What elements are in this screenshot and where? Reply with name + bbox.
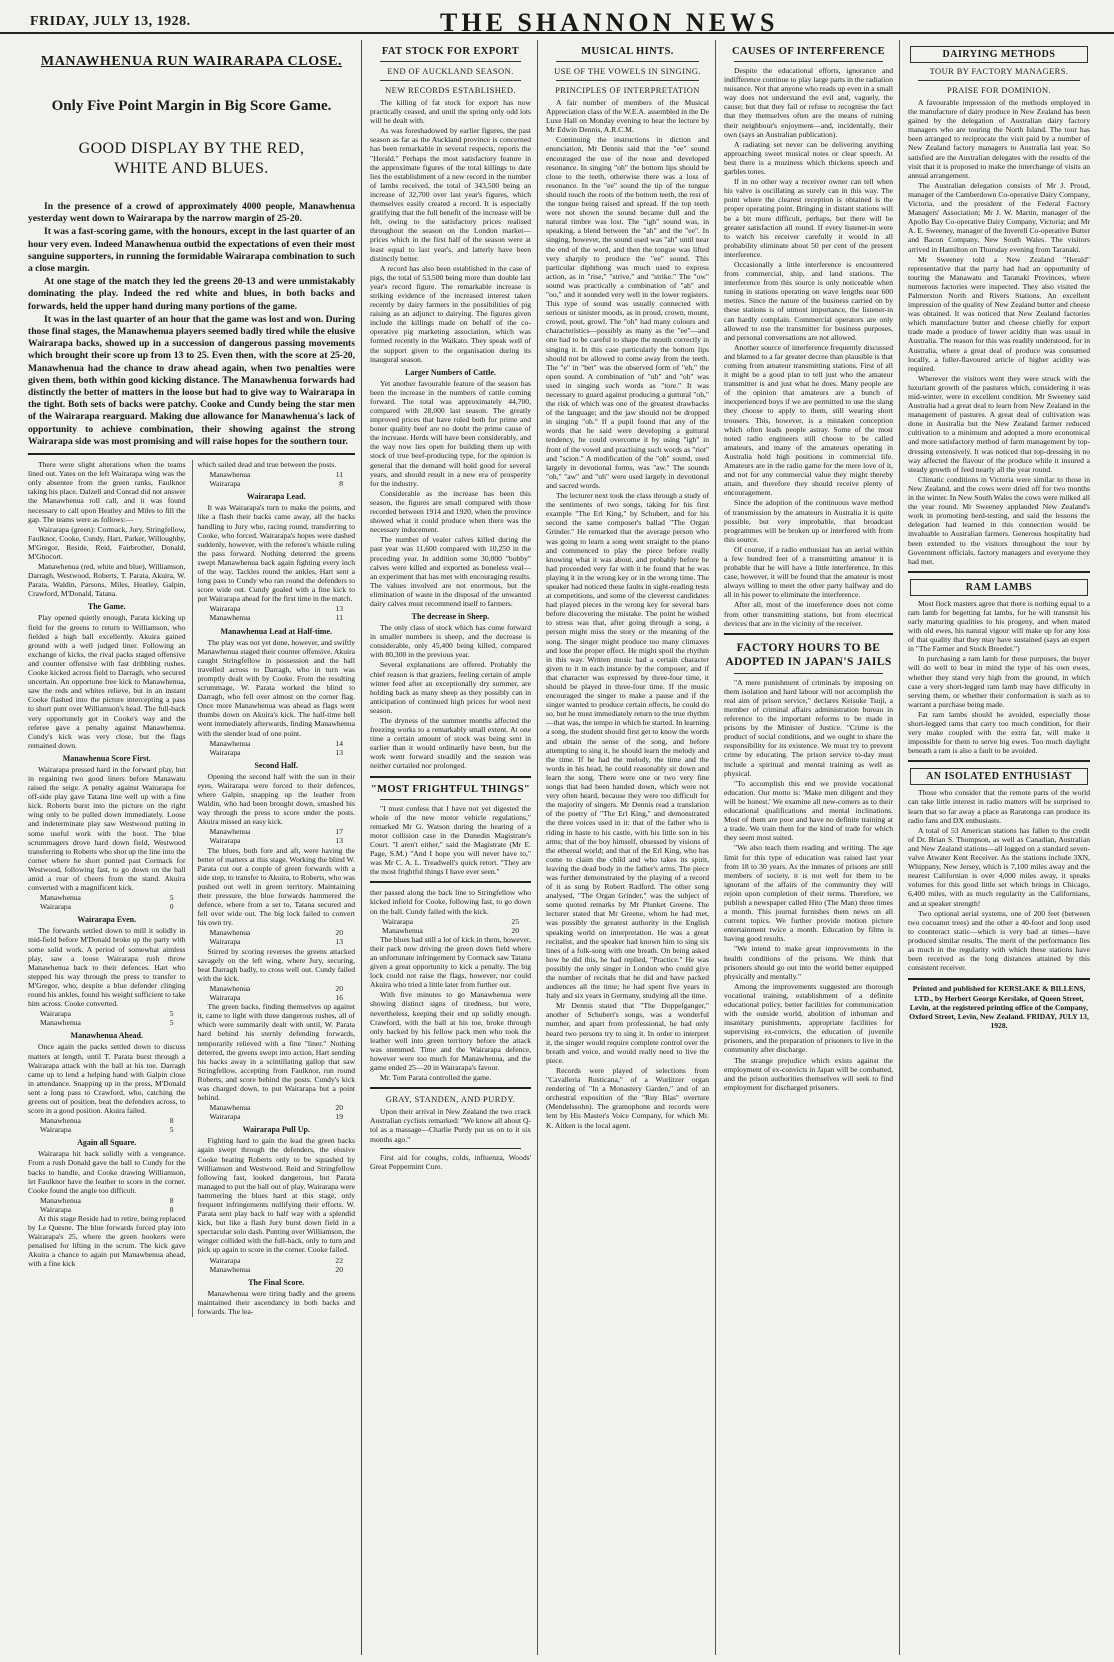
- para: It was Wairarapa's turn to make the points, and like a flash their backs came away, all the backs handling to Jury who, racing round, transferring to Cooke, who forced. Wairarapa's hopes were dashed suddenly, however, with the referee's whistle ruling the pass forward. Nothing deterred the greens swept Manawhenua back again fighting every inch of the way. Tackles round the ankles, Hart sent a long pass to Cundy who ran round the defenders to score wide out. Cundy goaled with a fine kick to put Wairarapa ahead for the first time in the match.: [197, 503, 355, 604]
- para: Another source of interference frequently discussed and blamed to a far greater decree than plausible is that coming from amateur transmitting stations. First of all it might be a good plan to tell just who the amateur transmitter is and just what he does. Many people are of the opinion that amateurs are a bunch of inexperienced boys if we are permitted to use the slang they choose to apply to them, still wearing short trousers. This, however, is a mistaken conception which often leads people astray. Some of the most noted radio engineers still choose to be called amateurs, and many of the amateurs operating in Australia hold high positions in commercial life. Amateurs are in the radio game for the mere love of it, and not for any commercial value they might thereby attain, and therefore they should receive plenty of encouragement.: [724, 342, 893, 498]
- advert-heading: GRAY, STANDEN, AND PURDY.: [385, 1094, 516, 1105]
- subhead: USE OF THE VOWELS IN SINGING.: [554, 66, 701, 76]
- interference-column: [718, 40, 900, 1655]
- section-heading: The Game.: [87, 602, 126, 612]
- para: The strange prejudice which exists against the employment of ex-convicts in Japan will be combatted, and the prison authorities themselves will seek to find employment for discharged prisoners.: [724, 1055, 893, 1092]
- para: Despite the educational efforts, ignorance and indifference continue to play large parts in the radiation nuisance. Not that anyone who reads up even in a small way does not understand the evil and, vaguely, the cause; but that they fail or refuse to recognise the fact that they themselves often are the means of ruining their neighbour's enjoyment—and, incidentally, their own (says an Australian publication).: [724, 66, 893, 139]
- score-line: Wairarapa 5: [40, 1009, 174, 1019]
- para: Play opened quietly enough, Parata kicking up field for the greens to return to Williamson, who fielded a high ball excellently. Akuira gained ground with a well judged liner. Following an exchange of kicks, the rival packs staged offensive and counter offensive with fast dribbling rushes. Cooke kicked across field to Darragh, who secured uncertain. An opportune free kick to Manawhenua, saw the reds and whites relieve, but in an instant Cooke flashed into the picture intercepting a pass to short punt over Williamson's head. The full-back very opportunely got in Cooke's way and the referee gave a penalty against Manawhenua. Cundy's kick was very close, but the flags remained down.: [28, 613, 186, 750]
- score-line: Manawhenua 8: [40, 1116, 174, 1126]
- para: The killing of fat stock for export has now practically ceased, and until the spring only odd lots will be dealt with.: [370, 98, 531, 126]
- para: The play was not yet done, however, and swiftly Manawhenua staged their counter offensive. Akuira caught Stringfellow in possession and the ball travelled across to Darragh, who in turn was promptly dealt with by Cooke. From the resulting scrummage, W. Parata worked the blind to Darragh, who fell over almost on the corner flag. Once more Manawhenua was ahead as flags went thumbs down on Akuira's kick. The half-time bell went immediately afterwards, finding Manawhenua with the slender lead of one point.: [197, 637, 355, 738]
- para: Two optional aerial systems, one of 200 feet (between two cocoanut trees) and the other a 40-foot and loop used to counteract static—which is very bad at times—have produced similar results. The merit of the performance lies as much in the regularity with which these stations have been received as the long distances attained by this consistent receiver.: [908, 908, 1090, 973]
- score-line: Wairarapa 22: [209, 1255, 343, 1265]
- subhead: TOUR BY FACTORY MANAGERS.: [929, 66, 1069, 76]
- lead-intro: [28, 201, 355, 448]
- divider: [380, 1148, 521, 1149]
- score-line: Manawhenua 20: [209, 1264, 343, 1274]
- para: Wherever the visitors went they were struck with the luxuriant growth of the pastures which, considering it was mid-winter, were in excellent condition. Mr Sweeney said Australia had a great deal to learn from New Zealand in the management of pastures. A great deal of cultivation was done in Australia but the New Zealand farmer reduced cultivation to a minimum and adopted a more economical and more satisfactory method of farm management by top-dressing extensively. It was noticed that top-dressing in no way affected the flavour of the produce while it insured a steady growth of feed nearly all the year round.: [908, 373, 1090, 474]
- para: Mr Dennis stated that "The Doppelganger," another of Schubert's songs, was a wonderful number, and apart from professional, he had only heard two persons try to sing it. In order to interpret it, the singer would require complete control over the breath and voice, and would really need to live the piece.: [546, 1001, 709, 1065]
- score-line: Manawhenua 20: [209, 928, 343, 938]
- subhead: NEW RECORDS ESTABLISHED.: [385, 85, 516, 95]
- divider: [370, 1087, 531, 1089]
- para: Wairarapa pressed hard in the forward play, but in regaining two good liners before Manawatu raised the seige. A penalty against Wairarapa for off-side play gave Tatana line well up with a fine kick. Roberts burst into the picture on the right wing only to be pulled down immediately. Loose and indeterminate play saw Westwood putting in some useful work with the boot. The blue scrummagers drove hard down field, Westwood transferring to Roberts who shot up the line into the corner where he short punted past Cormack for Westwood, following fast, to go down on the ball amid a roar of cheers from the stand. Akuira converted with a magnificent kick.: [28, 764, 186, 893]
- divider: [734, 673, 883, 674]
- para: Considerable as the increase has been this season, the figures are small compared with those recorded between 1914 and 1920, when the province showed what it could produce when there was the necessary inducement.: [370, 488, 531, 535]
- divider: [918, 80, 1080, 81]
- para: Occasionally a little interference is encountered from commercial, ship, and land stations. The interference from this source is only noticeable when tuning in stations operating on wave lengths near 600 metres. Since the nature of the business carried on by these stations is of utmost importance, the listener-in can hardly complain. Commercial operators are only allowed to use the transmitter for business purposes, and personal conversations are not allowed.: [724, 259, 893, 342]
- para: Fighting hard to gain the lead the green backs again swept through the defenders, the elusive Cooke beating Roberts only to be squashed by Williamson and Westwood. Reid and Stringfellow following fast, looked dangerous, but Parata managed to put the ball out of play. Wairarapa were hammering the blues hard at this stage, only frequent infringements nullifying their efforts. W. Parata sent play back to half way with a splendid kick, but like a flash Jury burst down field in a spectacular solo dash. Punting over Williamson, the winger collided with the full-back, only to turn and pick up again to score in the corner. Cooke failed.: [197, 1136, 355, 1255]
- score-line: Wairarapa 16: [209, 993, 343, 1003]
- para: Several explanations are offered. Probably the chief reason is that graziers, feeling certain of ample winter feed after an exceptionally dry summer, are holding back as many sheep as they possibly can in anticipation of continued high prices for wool next season.: [370, 660, 531, 715]
- divider: [556, 61, 699, 62]
- divider: [28, 453, 355, 455]
- divider: [908, 571, 1090, 573]
- advert-text: Upon their arrival in New Zealand the two crack Australian cyclists remarked: "We know all about Q-tol as a massage—Charlie Purdy put us on to it six months ago.": [370, 1107, 531, 1144]
- para: A favourable impression of the methods employed in the manufacture of dairy produce in New Zealand has been gained by the delegation of Australian dairy factory managers who are touring the North Island. The tour has been arranged to reciprocate the visit paid by a number of New Zealand factory managers to Australia last year. So satisfied are the Australian delegates with the results of the visit that it is proposed to make the interchange of visits an annual arrangement.: [908, 98, 1090, 180]
- para: The forwards settled down to mill it solidly in mid-field before M'Donald broke up the party with some solid work. A period of somewhat aimless play, saw a loose Wairarapa rush throw Manawhenua back to their defences. Hart who stepped his way through the press to transfer to M'Gregor, who, despite a blue defender clinging round his ankles, found his weight sufficient to take him across. Cooke converted.: [28, 926, 186, 1009]
- score-line: Wairarapa 19: [209, 1112, 343, 1122]
- score-line: Wairarapa 25: [382, 916, 519, 926]
- divider: [380, 799, 521, 800]
- para: Stirred by scoring reverses the greens attacked savagely on the left wing, where Jury, securing, beat Darragh badly, to cross well out. Cundy failed with the kick.: [197, 946, 355, 983]
- intro-para: It was a fast-scoring game, with the honours, except in the last quarter of an hour very even. Indeed Manawhenua outbid the expectations of even their most sanguine supporters, in running the formidable Wairarapa combination to such a close margin.: [28, 226, 355, 275]
- para: "We also teach them reading and writing. The age limit for this type of education was raised last year from 18 to 30 years. As the inmates of prisons are still members of society, it is not well for them to be ignorant of the affairs of the community they will rejoin upon completion of their terms. Therefore, we publish a newspaper called Hito (The Man) three times a month. This journal furnishes them news on all current topics. We further provide motion picture entertainment twice a month. Education by films is having good results.: [724, 843, 893, 944]
- fat-stock-column: [364, 40, 538, 1655]
- para: Opening the second half with the sun in their eyes, Wairarapa were forced to their defences, where Galpin, snapping up the leather from Waldin, who had been brought down, smashed his way through the press to score under the posts. Akuira missed an easy kick.: [197, 771, 355, 827]
- divider: [380, 61, 521, 62]
- divider: [734, 61, 883, 62]
- score-line: Manawhenua 11: [209, 613, 343, 623]
- section-heading: Again all Square.: [77, 1138, 137, 1148]
- para: The number of vealer calves killed during the past year was 11,600 compared with 10,250 in the preceding year. In addition some 30,000 "bobby" calves were killed and exported as boneless veal—an experiment that has met with encouraging results. The values involved are not enormous, but the elimination of waste in the disposal of the unwanted dairy calves must recommend itself to farmers.: [370, 535, 531, 608]
- score-line: Manawhenua 14: [209, 738, 343, 748]
- divider: [908, 760, 1090, 762]
- section-heading: Second Half.: [254, 760, 299, 770]
- section-heading: Manawhenua Lead at Half-time.: [220, 626, 333, 636]
- headline-musical-hints: MUSICAL HINTS.: [581, 46, 674, 57]
- score-line: Manawhenua 5: [40, 1018, 174, 1028]
- para: A fair number of members of the Musical Appreciation class of the W.E.A. assembled in the De Luxe Hall on Monday evening to hear the lecture by Mr Edwin Dennis, A.R.C.M.: [546, 98, 710, 135]
- section-heading: Larger Numbers of Cattle.: [405, 367, 496, 377]
- para: Fat ram lambs should be avoided, especially those short-legged rams that carry too much condition, for their very make coupled with the extra fat, will make it impossible for them to serve big ewes. Too much daylight beneath a ram is also a fault to be avoided.: [908, 709, 1090, 756]
- deck-good-display: GOOD DISPLAY BY THE RED, WHITE AND BLUES.: [78, 140, 305, 177]
- section-heading: The Final Score.: [248, 1277, 305, 1287]
- headline-interference: CAUSES OF INTERFERENCE: [731, 46, 886, 57]
- match-report-right: [192, 460, 356, 1317]
- section-heading: The decrease in Sheep.: [411, 612, 490, 622]
- score-line: Manawhenua 5: [40, 893, 174, 903]
- para: Manawhenua were tiring badly and the greens maintained their ascendancy in both backs and forwards. The lea-: [197, 1288, 355, 1316]
- para: Climatic conditions in Victoria were similar to those in New Zealand, and the cows were dried off for two months in the winter. In New South Wales the cows were milked all the year round. Mr Sweeney applauded New Zealand's work in promoting herd-testing, and said the lessons the delegation had learned in this connection would be invaluable to Australian farmers. Generous hospitality had been extended to the visitors throughout the tour by Government officials, factory managers and everyone they had met.: [908, 474, 1090, 566]
- score-line: Wairarapa 0: [40, 902, 174, 912]
- para: With five minutes to go Manawhenua were showing distinct signs of tiredness, but were, nevertheless, keeping their end up solidly enough. Crawford, with the ball at his toe, broke through only backed by his fellow pack men who took the leather well into green territory before the attack was stemmed. Time and the Wairarapa defence, however were too much for Manawhenua, and the game ended 25—20 in Wairarapa's favour.: [370, 990, 531, 1073]
- score-line: Manawhenua 17: [209, 827, 343, 837]
- para: Mr. Tom Parata controlled the game.: [380, 1073, 492, 1083]
- masthead: [0, 0, 1114, 37]
- divider: [370, 881, 531, 883]
- section-heading: Wairarapa Pull Up.: [242, 1125, 310, 1135]
- divider: [380, 80, 521, 81]
- score-line: Manawhenua 20: [209, 1103, 343, 1113]
- section-heading: Wairarapa Even.: [77, 915, 137, 925]
- intro-para: In the presence of a crowd of approximately 4000 people, Manawhenua yesterday went down to Wairarapa by the narrow margin of 25-20.: [28, 201, 355, 225]
- para: Once again the packs settled down to discuss matters at length, until T. Parata burst through a Wairarapa attack with the ball at his toe. Darragh came up to lend a helping hand with Galpin close in attendance. Snapping up in the press, M'Donald sent a long pass to Crawford, who, catching the greens out of position, beat the defenders across, to score in a good position. Akuira failed.: [28, 1042, 186, 1116]
- para: "I must confess that I have not yet digested the whole of the new motor vehicle regulations," remarked Mr G. Watson during the hearing of a motor collision case in the Dunedin Magistrate's Court. "I aren't either," said the Magistrate (Mr E. Page, S.M.) "And I hope you will never have to," was Mr C. A. L. Treadwell's quick retort. "They are the most frightful things I have ever seen.": [370, 803, 531, 877]
- score-line: Wairarapa 13: [209, 836, 343, 846]
- para: The blues had still a lot of kick in them, however, their pack now driving the green down field where an unfortunate infringement by Cormack saw Tatana given a great opportunity to kick a penalty. The big lock could not raise the flags, however, nor could Akuira who tried a little later from further out.: [370, 934, 531, 990]
- para: The green backs, finding themselves up against it, came to light with three dangerous rushes, all of which were summarily dealt with until, W. Parata hard behind his sternly defending forwards, temporarily relieved with a fine "liner." Nothing deterred, the greens swept into action, Hart sending his backs away in a scintillating gallop that saw Stringfellow, accepting from Faulknor, run round Roberts, and score behind the posts. Cundy's kick was charged down, to put Wairarapa but a point behind.: [197, 1002, 355, 1103]
- newspaper-title: THE SHANNON NEWS: [440, 8, 779, 37]
- para: "To accomplish this end we provide vocational education. Our motto is: 'Make men diligent and they will be honest.' We examine all new-comers as to their educational qualifications and mental inclinations. Most of them are poor and have no definite training at a trade. We train them for the kind of trade for which they seem most suited.: [724, 778, 893, 843]
- para: Those who consider that the remote parts of the world can take little interest in radio matters will be surprised to learn that so far away a place as Raratonga can produce its radio fans and DX enthusiasts.: [908, 788, 1090, 825]
- headline-manawhenua: MANAWHENUA RUN WAIRARAPA CLOSE.: [40, 54, 343, 69]
- para: There were slight alterations when the teams lined out. Yates on the left Wairarapa wing was the only absentee from the green ranks, Faulknor taking his place. Dalzell and Conrad did not answer the Manawhenua roll call, and it was found necessary to call upon Heatley and Miles to fill the gap. The teams were as follows:—: [28, 460, 186, 524]
- para: The only class of stock which has come forward in smaller numbers is sheep, and the decrease is considerable, only 45,400 being killed, compared with 80,300 in the previous year.: [370, 623, 531, 660]
- para: If in no other way a receiver owner can tell when his valve is oscillating as surely can in this way. The point where the clearest reception is obtained is the proper operating point. Bringing in distant stations will be a bit more difficult, perhaps, but there will be greater satisfaction all round. If every listener-in were to watch his receiver carefully it would in all probability eliminate about 50 per cent of the present interference.: [724, 177, 893, 259]
- dairying-column: [902, 40, 1096, 1655]
- score-line: Wairarapa 8: [40, 1204, 174, 1214]
- subhead: END OF AUCKLAND SEASON.: [387, 66, 514, 76]
- para: Yet another favourable feature of the season has been the increase in the numbers of cattle coming forward. The total was approximately 44,700, compared with 28,000 last season. The greatly improved prices that have ruled both for prime and boner quality beef are no doubt the prime cause of the increase. Herds will have been considerably, and the way now lies open for building them up with stock of true beef-producing type, for the opinion is general that the demand will hold good for several years, and should result in a new era of prosperity for the industry.: [370, 378, 531, 488]
- score-line: Wairarapa 8: [209, 479, 343, 489]
- advert-text: First aid for coughs, colds, influenza, Woods' Great Peppermint Cure.: [370, 1152, 531, 1171]
- para: A radiating set never can be delivering anything approaching sweet musical notes or clear speech. At best there is a muziness which thickens speech and garbles tones.: [724, 139, 893, 177]
- intro-para: At one stage of the match they led the greens 20-13 and were unmistakably dominating the play. Indeed the red white and blues, in both backs and forwards, held the upper hand during many portions of the game.: [28, 276, 355, 312]
- para: Records were played of selections from "Cavalleria Rusticana," of a Wurlitzer organ rendering of "In a Monastery Garden," and of an orchestral exposition of the "Ruy Blas" overture (Mendelssohn). The gramophone and records were lent by His Master's Voice Company, for which Mr. K. Aitken is the local agent.: [546, 1065, 709, 1130]
- para: A record has also been established in the case of pigs, the total of 53,500 being more than double last year's record figure. The remarkable increase is striking evidence of the increased interest taken recently by dairy farmers in the possibilities of pig raising as an adjunct to dairying. The figures given include the killings made on behalf of the co-operative pig marketing association, which was formed recently in the Waikato. They speak well of the support given to the organisation during its inaugural season.: [370, 263, 531, 364]
- para: Continuing the instructions in diction and enunciation, Mr Dennis said that the "ee" sound encouraged the use of the nose and developed resonance. In singing "oh" the bottom lips should be close to the teeth, otherwise there was a loss of resonance. In the "ee" sound the tip of the tongue should touch the roots of the bottom teeth, the rest of the tongue being raised and spread. If the top teeth were not shown the sound became dull and the natural timbre was lost. The "igh" sound was, in speaking, a blend between the "ah" and the "ee". In singing, however, the sound used was "ah" until near the end of the word, and then the tongue was lifted very sharply to produce the "ee" sound. This particular diphthong was much used to express action, as in "rise," "strive," and "strike." The "ow" sound was practically a combination of "ah" and "oo," and it sounded very well in the lower registers. This type of sound was usually connected with serious or sinister moods, as in proud, crown, mount, crowd, pout, growl. The "oh" had many colours and characteristics—possibly as many as the "ee"—and one had to be careful to shape the mouth correctly in singing it. In this case particularly the bottom lips should not be allowed to come away from the teeth. The "e" in "bet" was the observed form of "eh," the open sound. A combination of "uh" and "oh" was used in singing such words as "tore." It was necessary to guard against producing a guttural "oh," the risk of which was one of the greatest drawbacks of the language; and the jaw should not be dropped in singing "oh." If a pupil found that any of the words that he said were developing a guttural tendency, he could overcome it by using "igh" in front of the vowel and practising such words as "riot" and "scion." A modification of the "oh" sound, used largely in devotional forms, was "aw." The sounds "oh," "aw" and "uh" were used largely in devotional and sacred words.: [546, 135, 709, 490]
- divider: [370, 776, 531, 778]
- para: Manawhenua (red, white and blue), Williamson, Darragh, Westwood, Roberts, T. Parata, Akuira, W. Parata, Waldin, Parsons, Miles, Heatley, Galpin, Crawford, M'Donald, Tatana.: [28, 562, 186, 599]
- score-line: Manawhenua 20: [382, 925, 519, 935]
- musical-hints-column: [540, 40, 716, 1655]
- score-line: Wairarapa 13: [209, 747, 343, 757]
- para: Among the improvements suggested are thorough vocational training, establishment of a definite educational policy, better facilities for communication with the outside world, abolition of inhuman and insanitary punishments, appropriate facilities for supervising ex-convicts, the education of juvenile prisoners, and the preparation of prisoners to live in the community after discharge.: [724, 981, 893, 1055]
- intro-para: It was in the last quarter of an hour that the game was lost and won. During those final stages, the Manawhenua players seemed badly tired while the elusive Wairarapa backs, showed up in a succession of dangerous passing movements which brought their score up from 13 to 25. Even then, with the score at 25-20, Manawhenua had the chance to draw ahead again, when two penalties were given them, both within good kicking distance. The Manawhenua forwards had distinctly the better of matters in the loose but had to give way to Wairarapa in the tight. Both sets of backs were patchy. Cooke and Cundy being the star men of the Wairarapa rearguard. Making due allowance for Manawhenua's lack of opportunity to achieve combination, their showing against the strong Wairarapa side was most promising and will raise hopes for the southern tour.: [28, 313, 355, 447]
- para: Wairarapa hit back solidly with a vengeance. From a rush Donald gave the ball to Cundy for the backs to handle, and Cooke drawing Williamson, let Faulknor have the leather to score in the corner. Cooke found the angle too difficult.: [28, 1149, 186, 1195]
- headline-ram-lambs: RAM LAMBS: [910, 579, 1088, 596]
- score-line: Manawhenua 20: [209, 983, 343, 993]
- para: ther passed along the back line to Stringfellow who kicked infield for Cooke, following fast, to go down on the ball. Cundy failed with the kick.: [370, 888, 531, 916]
- para: In purchasing a ram lamb for these purposes, the buyer will do well to bear in mind the type of his own ewes, whether they stand very high from the ground, in which case a very short-legged ram lamb may have difficulty in serving them, or whether their conformation is such as to warrant a purchase being made.: [908, 654, 1090, 709]
- match-report-left: [28, 460, 186, 1317]
- score-line: Wairarapa 13: [209, 937, 343, 947]
- headline-factory-hours: FACTORY HOURS TO BE ADOPTED IN JAPAN'S JAILS: [725, 641, 892, 668]
- para: Most flock masters agree that there is nothing equal to a ram lamb for begetting fat lambs, for he will transmit his early maturing qualities to his progeny, and when mated with old ewes, his natural vigour will make up for any loss of that quality that they may have sustained (says an expert in "The Farmer and Stock Breeder."): [908, 598, 1090, 654]
- para: The Australian delegation consists of Mr J. Proud, manager of the Camberdown Co-operative Dairy Company, Victoria, and the president of the Federal Factory Managers' Association; Mr J. W. Martin, manager of the Apollo Bay Co-operative Dairy Company, Victoria; and Mr A. E. Sweeney, manager of the Inverell Co-operative Butter and Bacon Company, New South Wales. The visitors arrived in Hamilton on Thursday evening from Taranaki.: [908, 180, 1090, 254]
- para: The blues, both fore and aft, were having the better of matters at this stage. Working the blind W. Parata cut out a couple of green forwards with a side step, to transfer to Akuira, to Roberts, who was pushed out well in green territory. Maintaining their pressure, the blue forwards hammered the defence, where from a set to, Tatana secured and fell over wide out. The big lock failed to convert his own try.: [197, 845, 355, 928]
- para: A total of 53 American stations has fallen to the credit of Dr. Brian S. Thompson, as well as Canadian, Australian and New Zealand stations—all logged on a standard seven-valve Atwater Kent Receiver. As the stations include 3XN, Whippany, New Jersey, which is 7,100 miles away and the nearest Californian is over 4,000 miles away, it speaks volumes for this good little set which brings in Chicago, 6,400 miles, with as much regularity as the Californians, and at speaker strength!: [908, 825, 1090, 908]
- para: Since the adoption of the continuous wave method of transmission by the amateurs in Australia it is quite possible, but very improbable, that broadcast programmes will be broken up or interfered with from this source.: [724, 498, 893, 544]
- section-heading: Manawhenua Ahead.: [70, 1031, 143, 1041]
- headline-dairying: DAIRYING METHODS: [910, 46, 1088, 63]
- para: "We intend to make great improvements in the health conditions of the prisons. We think that prisoners should go out into the world better equipped physically and mentally.": [724, 944, 893, 981]
- score-line: Manawhenua 8: [40, 1195, 174, 1205]
- score-line: Wairarapa 5: [40, 1125, 174, 1135]
- headline-fat-stock: FAT STOCK FOR EXPORT: [381, 46, 520, 57]
- section-heading: Wairarapa Lead.: [246, 492, 306, 502]
- subheadline-margin: Only Five Point Margin in Big Score Game.: [51, 98, 332, 114]
- para: As was foreshadowed by earlier figures, the past season as far as the Auckland province is concerned has been remarkable in several respects, reports the "Herald." Perhaps the most satisfactory feature in the approximate figures of the total killings to date lies the establishment of a new record in the number of lambs received, the total of 343,500 being an increase of 32,700 over last year's figures, which themselves easily created a record. It is especially gratifying that the full benefit of the increase will be felt, owing to the satisfactory prices realised throughout the season on the London market—prices which in the first half of the season were at least equal to last year's, and latterly have been distinctly better.: [370, 126, 531, 263]
- para: which sailed dead and true between the posts.: [197, 460, 337, 470]
- para: After all, most of the interference does not come from other transmitting stations, but from electrical devices that are in the vicinity of the receiver.: [724, 600, 893, 628]
- para: The lecturer next took the class through a study of the sentiments of two songs, taking for his first example "The Erl King," by Schubert, and for his second the same composer's ballad "The Organ Grinder." He remarked that the average person who was going to learn a song went straight to the piano and commenced to play the piece before really knowing what it was about, and probably before he had proceeded very far with it he found that he was playing it in the wrong key or in the wrong time. The speaker had noticed these faults in sight-reading tests at competitions, and some of the cleverest candidates had played pieces in the wrong key for several bars before discovering the mistake. The point he wished to stress was that, after going through a song, a person might miss the story or the meaning of the song. The singer might produce too many climaxes and lose the proper effect. He might spoil the rhythm in this way. Written music had a certain character given to it in each instance by the composer, and if that character was expressed by three-four time, it should be played in three-four time. If the music encouraged the singer to make a pause and if the singer wanted to produce certain effects, he could do so, but he must immediately return to the true rhythm—that was, the tempo in which he started. In learning a song, the student should first get to know the words and obtain the sense of the song, and before attempting to sing it, he should learn the melody and the time. If he had the melody, the time and the words in his head, he could reasonably sit down and learn the song. There were one or two very fine songs that had been handed down, which were not very often heard, because they were too difficult for the majority of singers. Mr Dennis read a translation of the poetry of "The Erl King," and demonstrated the three voices used in it: that of the father who is riding in haste to his castle, with his little son in his arms; that of the boy himself, obsessed by visions of the ethereal world; and that of the Erl King, who has come to claim the child and who takes its spirit, leaving the dead body in the father's arms. The piece was further demonstrated by the playing of a record of it as sung by Robert Radford. The other song analysed, "The Organ Grinder," was the subject of some quoted remarks by Mr Plunket Greene. The lecturer stated that Mr Greene, whom he had met, was possibly the greatest authority in the English speaking world on interpretation. He was a great recitalist, and the speaker had known him to sing six lines of a folk-song with one breath. On being asked how he did this, he had replied, "Practice." He was possibly the only singer in London who could give the number of recitals that he did and have packed audiences all the time; he had spent five years in Italy and six years in Germany, studying all the time.: [546, 491, 710, 1001]
- lead-article: [22, 40, 362, 1655]
- divider: [556, 80, 699, 81]
- section-heading: Manawhenua Score First.: [62, 753, 151, 763]
- score-line: Manawhenua 11: [209, 470, 343, 480]
- headline-frightful-things: "MOST FRIGHTFUL THINGS": [370, 783, 531, 795]
- score-line: Wairarapa 13: [209, 604, 343, 614]
- para: At this stage Reside had to retire, being replaced by Le Quesne. The blue forwards forced play into Wairarapa's 25, where the green hookers were penalised for lifting in the scrum. The kick gave Akuira a chance to again put Manawhenua ahead, with a fine kick: [28, 1214, 186, 1269]
- para: Wairarapa (green): Cormack, Jury, Stringfellow, Faulknor, Cooke, Cundy, Hart, Parker, Willoughby, M'Gregor, Reside, Reid, Fairbrother, Donald, M'Ghocort.: [28, 524, 186, 561]
- para: Mr Sweeney told a New Zealand "Herald" representative that the party had had an opportunity of touring the Manawatu and Taranaki Provinces, where numerous factories were inspected. They also visited the Palmerston North and Rivers Stations. An excellent impression of the quality of New Zealand butter and cheese was obtained. It was noticed that New Zealand factories which manufacture butter and cheese chiefly for export trade made a produce of lower acidity than was usual in Australia. The reason for this was readily understood, for in Australia, where a great deal of produce was consumed locally, a fuller-flavoured article of higher acidity was required.: [908, 254, 1090, 373]
- para: The dryness of the summer months affected the freezing works to a remarkably small extent. At one time a certain amount of stock was being sent in earlier than it would ordinarily have been, but the work went forward steadily and the season was neither curtailed nor prolonged.: [370, 716, 531, 771]
- para: Of course, if a radio enthusiast has an aerial within a few hundred feet of a transmitting amateur it is probable that he will have a little interference. In this case, however, it will be found that the amateur is most always willing to meet the other party halfway and do all in his power to eliminate the interference.: [724, 544, 893, 600]
- para: "A mere punishment of criminals by imposing on them isolation and hard labour will not accomplish the real aim of prison service," declares Keisuke Tsuji, a member of criminal affairs administration bureau in reference to the important reforms to be made in prisons by the Minister of Justice. "Crime is the product of social conditions, and we ought to share the responsibility for its existence. We must try to prevent crime by educating. The prison service to-day must include a spiritual and mental training as well as physical.: [724, 677, 893, 778]
- match-report: [28, 460, 355, 1317]
- divider: [724, 633, 893, 635]
- issue-date: FRIDAY, JULY 13, 1928.: [30, 14, 191, 29]
- subhead: PRAISE FOR DOMINION.: [946, 85, 1052, 95]
- printer-imprint: Printed and published for KERSLAKE & BILLENS, LTD., by Herbert George Kerslake, of Queen Street, Levin, at the registered printing office of the Company, Oxford Street, Levin, New Zealand. FRIDAY, JULY 13, 1928.: [908, 978, 1090, 1030]
- headline-isolated-enthusiast: AN ISOLATED ENTHUSIAST: [910, 768, 1088, 785]
- subhead: PRINCIPLES OF INTERPRETATION: [555, 85, 700, 95]
